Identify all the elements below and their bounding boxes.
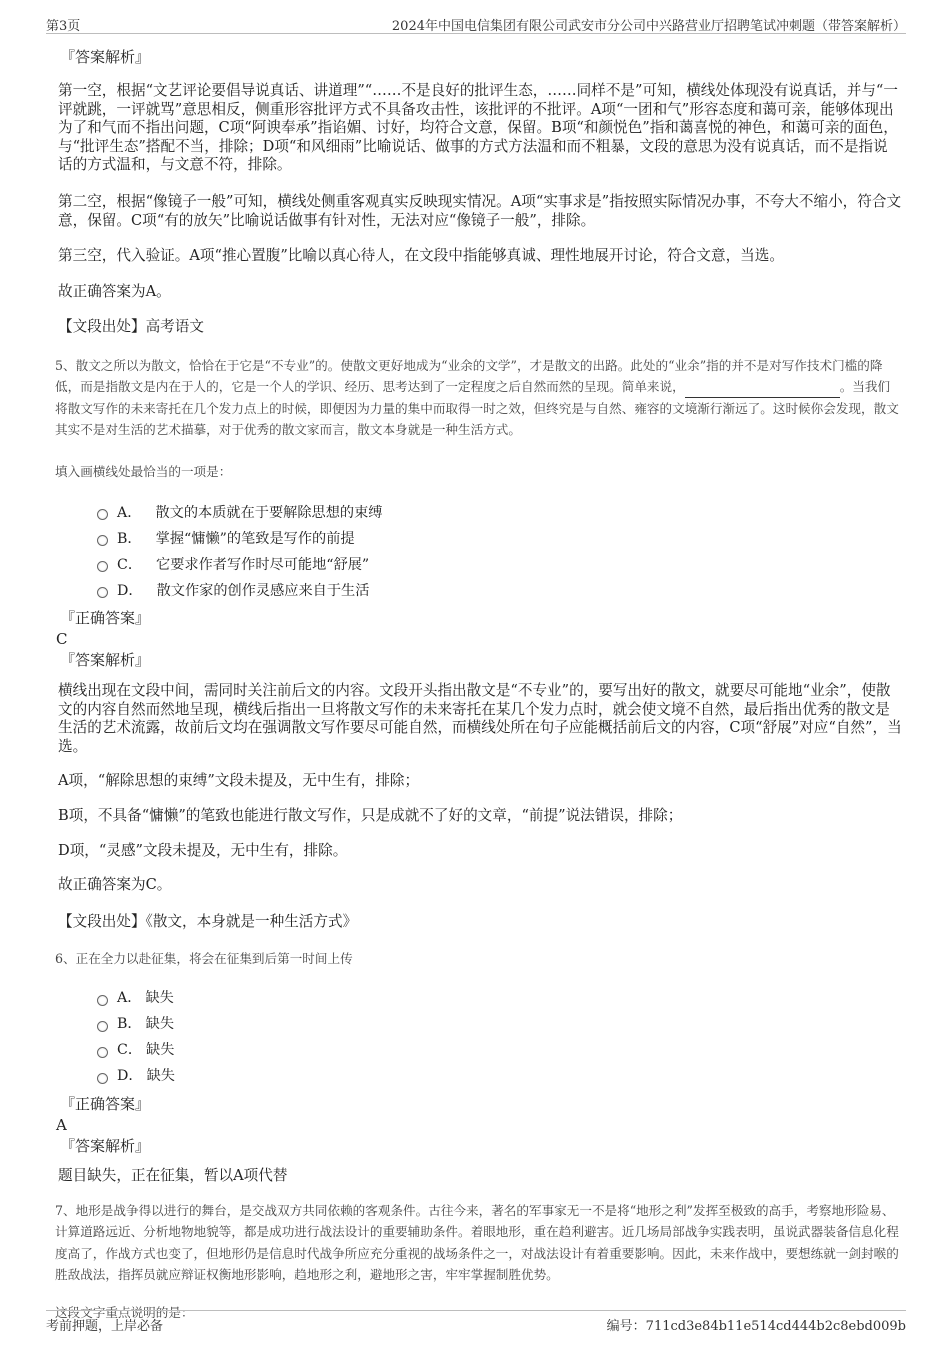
option-text: 缺失 (145, 990, 174, 1007)
radio-icon[interactable] (97, 1021, 108, 1032)
q5-options (55, 499, 902, 603)
option-text: 缺失 (145, 1016, 175, 1033)
option-letter: C． (117, 1042, 143, 1059)
option-b[interactable] (97, 525, 902, 551)
page-content (55, 46, 902, 1321)
q5-stem (55, 355, 902, 441)
q4-analysis-label: 『答案解析』 (60, 48, 151, 66)
q5-analysis-paragraph: A项，“解除思想的束缚”文段未提及，无中生有，排除； (58, 772, 420, 790)
radio-icon[interactable] (97, 587, 108, 598)
option-letter: C． (117, 556, 143, 573)
q5-analysis-paragraph: D项，“灵感”文段未提及，无中生有，排除。 (58, 841, 348, 859)
radio-icon[interactable] (97, 1047, 108, 1058)
q5-stem-before-blank: 5、散文之所以为散文，恰恰在于它是“不专业”的。使散文更好地成为“业余的文学”，才是散文的出路。此处的“业余”指的并不是对写作技术门槛的降低，而是指散文是内在于人的，它是一个人的学识、经历、思考达到了一定程度之后自然而然的呈现。简单来说， (55, 357, 883, 395)
q6-options (55, 984, 902, 1088)
option-letter: D． (117, 1068, 143, 1085)
document-title: 2024年中国电信集团有限公司武安市分公司中兴路营业厅招聘笔试冲刺题（带答案解析） (391, 19, 906, 34)
option-text: 缺失 (146, 1042, 175, 1059)
q4-analysis-paragraph: 第三空，代入验证。A项“推心置腹”比喻以真心待人，在文段中指能够真诚、理性地展开讨论，符合文意，当选。 (58, 247, 784, 265)
option-letter: B． (117, 530, 142, 547)
question-5 (55, 355, 902, 931)
option-letter: B． (117, 1016, 142, 1033)
q7-stem: 7、地形是战争得以进行的舞台，是交战双方共同依赖的客观条件。古往今来，著名的军事家无一不是将“地形之利”发挥至极致的高手，考察地形险易、计算道路远近、分析地物地貌等，都是成功进行战法设计的重要辅助条件。着眼地形，重在趋利避害。近几场局部战争实践表明，虽说武器装备信息化程度高了，作战方式也变了，但地形仍是信息时代战争所应充分重视的战场条件之一，对战法设计有着重要影响。因此，未来作战中，要想练就一剑封喉的胜敌战法，指挥员就应辩证权衡地形影响，趋地形之利，避地形之害，牢牢掌握制胜优势。 (55, 1202, 899, 1283)
option-a[interactable] (97, 499, 902, 525)
footer-slogan: 考前押题，上岸必备 (46, 1319, 164, 1334)
radio-icon[interactable] (97, 561, 108, 572)
q4-final-answer: 故正确答案为A。 (58, 282, 171, 300)
q6-answer-label: 『正确答案』 (60, 1095, 151, 1114)
page-number: 第3页 (46, 19, 81, 34)
q4-tail (55, 46, 902, 337)
footer-doc-id: 编号：711cd3e84b11e514cd444b2c8ebd009b (606, 1319, 906, 1334)
q6-stem: 6、正在全力以赴征集，将会在征集到后第一时间上传 (55, 951, 353, 967)
radio-icon[interactable] (97, 1073, 108, 1084)
radio-icon[interactable] (97, 509, 108, 520)
option-letter: A． (117, 504, 142, 521)
option-letter: D． (117, 582, 143, 599)
option-d[interactable] (97, 1062, 902, 1088)
question-7 (55, 1200, 902, 1321)
q5-analysis-paragraph: 横线出现在文段中间，需同时关注前后文的内容。文段开头指出散文是“不专业”的，要写出好的散文，就要尽可能地“业余”，使散文的内容自然而然地呈现，横线后指出一旦将散文写作的未来寄托在某几个发力点时，就会使文境不自然，最后指出优秀的散文是生活的艺术流露，故前后文均在强调散文写作要尽可能自然，而横线处所在句子应能概括前后文的内容，C项“舒展”对应“自然”，当选。 (58, 681, 902, 755)
page-footer (46, 1310, 906, 1335)
option-text: 它要求作者写作时尽可能地“舒展” (156, 556, 370, 573)
option-letter: A． (117, 990, 142, 1007)
q5-stem-after-blank: 。当我们将散文写作的未来寄托在几个发力点上的时候，即便因为力量的集中而取得一时之效，但终究是与自然、雍容的文境渐行渐远了。这时候你会发现，散文其实不是对生活的艺术描摹，对于优秀的散文家而言，散文本身就是一种生活方式。 (55, 379, 899, 438)
q7-prompt: 这段文字重点说明的是： (55, 1304, 194, 1320)
q4-source: 【文段出处】高考语文 (58, 318, 204, 336)
option-a[interactable] (97, 984, 902, 1010)
q5-answer: C (56, 629, 68, 648)
q5-source: 【文段出处】《散文，本身就是一种生活方式》 (58, 912, 358, 930)
q4-analysis-paragraph: 第一空，根据“文艺评论要倡导说真话、讲道理”“……不是良好的批评生态，……同样不是”可知，横线处体现没有说真话，并与“一评就跳，一评就骂”意思相反，侧重形容批评方式不具备攻击性，该批评的不批评。A项“一团和气”形容态度和蔼可亲，能够体现出为了和气而不指出问题，C项“阿谀奉承”指谄媚、讨好，均符合文意，保留。B项“和颜悦色”指和蔼喜悦的神色，和蔼可亲的面色，与“批评生态”搭配不当，排除；D项“和风细雨”比喻说话、做事的方式方法温和而不粗暴，文段的意思为没有说真话，而不是指说话的方式温和，与文意不符，排除。 (58, 82, 898, 174)
question-6 (55, 948, 902, 1186)
q5-answer-label: 『正确答案』 (60, 608, 151, 627)
q6-answer: A (56, 1116, 67, 1135)
radio-icon[interactable] (97, 995, 108, 1006)
page-header (46, 13, 906, 34)
q5-final-answer: 故正确答案为C。 (58, 876, 172, 894)
fill-blank-line (685, 383, 840, 398)
q5-analysis-label: 『答案解析』 (60, 650, 151, 669)
q5-prompt: 填入画横线处最恰当的一项是： (55, 463, 232, 479)
q5-analysis-paragraph: B项，不具备“慵懒”的笔致也能进行散文写作，只是成就不了好的文章，“前提”说法错误，排除； (58, 806, 683, 824)
option-b[interactable] (97, 1010, 902, 1036)
option-text: 掌握“慵懒”的笔致是写作的前提 (155, 530, 355, 547)
radio-icon[interactable] (97, 535, 108, 546)
q4-analysis-paragraph: 第二空，根据“像镜子一般”可知，横线处侧重客观真实反映现实情况。A项“实事求是”指按照实际情况办事，不夸大不缩小，符合文意，保留。C项“有的放矢”比喻说话做事有针对性，无法对应“像镜子一般”，排除。 (58, 192, 902, 229)
option-c[interactable] (97, 551, 902, 577)
option-d[interactable] (97, 577, 902, 603)
option-c[interactable] (97, 1036, 902, 1062)
q6-analysis-label: 『答案解析』 (60, 1137, 151, 1156)
option-text: 缺失 (146, 1068, 175, 1085)
q6-analysis: 题目缺失，正在征集，暂以A项代替 (58, 1167, 288, 1185)
option-text: 散文作家的创作灵感应来自于生活 (156, 582, 370, 599)
option-text: 散文的本质就在于要解除思想的束缚 (155, 504, 383, 521)
